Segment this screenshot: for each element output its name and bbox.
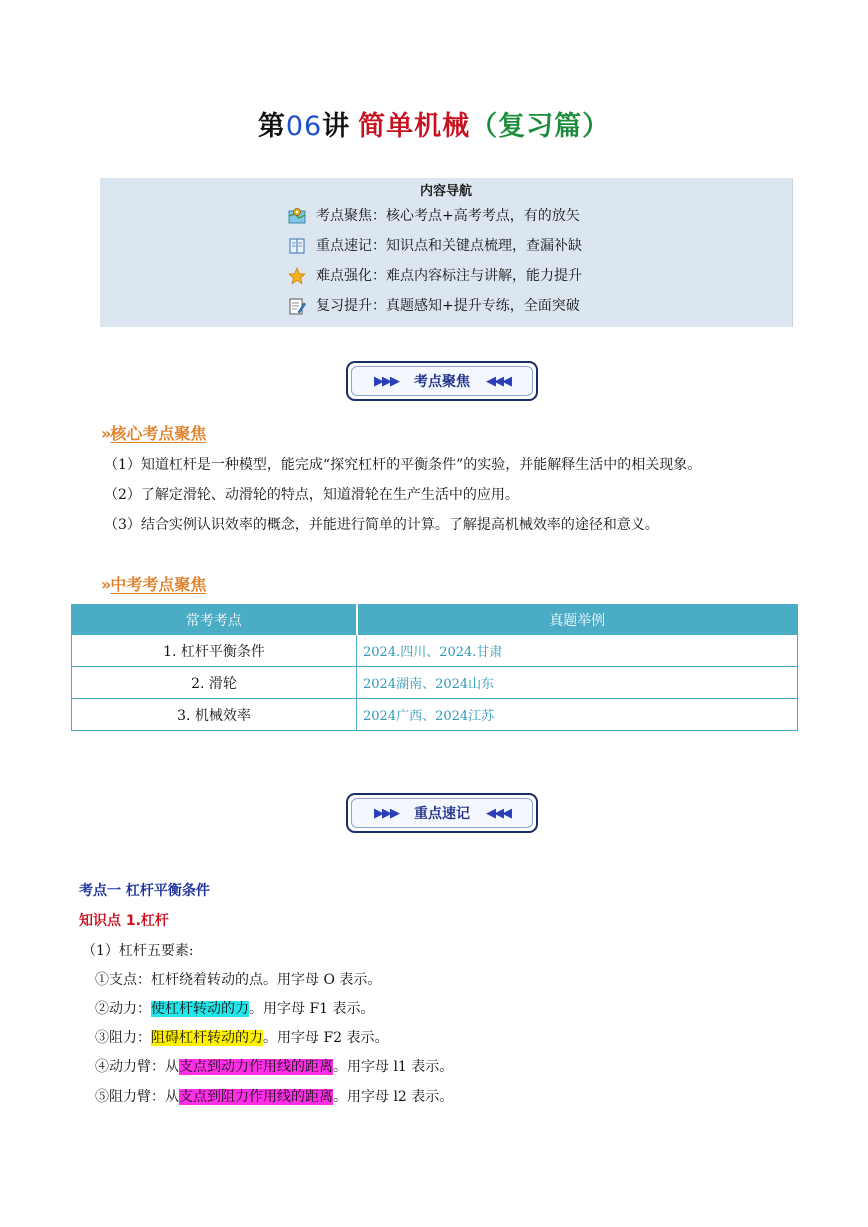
map-pin-icon xyxy=(288,207,306,225)
table-cell-example: 2024湖南、2024山东 xyxy=(357,667,798,699)
nav-title: 内容导航 xyxy=(419,184,472,199)
list-item: （3）结合实例认识效率的概念，并能进行简单的计算。了解提高机械效率的途径和意义。 xyxy=(104,517,659,533)
nav-item xyxy=(288,295,580,317)
content-navigation xyxy=(100,178,793,327)
banner-label: 重点速记 xyxy=(414,806,470,822)
nav-item-label: 重点速记： xyxy=(316,238,386,254)
title-number: 06 xyxy=(285,111,323,142)
section-banner xyxy=(346,361,538,401)
list-item xyxy=(95,1057,453,1077)
title-part: 第 xyxy=(257,111,286,142)
nav-item-text: 知识点和关键点梳理，查漏补缺 xyxy=(386,238,582,254)
item-prefix: ⑤阻力臂：从 xyxy=(95,1089,179,1105)
highlighted-text: 支点到动力作用线的距离 xyxy=(179,1059,333,1075)
item-text: 杠杆绕着转动的点。用字母 O 表示。 xyxy=(151,972,382,988)
item-text: 。用字母 l1 表示。 xyxy=(333,1059,454,1075)
intro-text: （1）杠杆五要素: xyxy=(82,943,194,959)
section-heading-text: 核心考点聚焦 xyxy=(110,424,207,443)
nav-item-text: 难点内容标注与讲解，能力提升 xyxy=(386,268,582,284)
book-icon xyxy=(288,237,306,255)
knowledge-heading: 知识点 1.杠杆 xyxy=(79,913,169,929)
highlighted-text: 阻碍杠杆转动的力 xyxy=(151,1030,263,1046)
item-prefix: ②动力： xyxy=(95,1001,151,1017)
double-chevron-icon: » xyxy=(101,575,109,594)
item-text: 。用字母 l2 表示。 xyxy=(333,1089,454,1105)
topic-heading: 考点一 杠杆平衡条件 xyxy=(79,883,210,899)
item-text: 。用字母 F2 表示。 xyxy=(263,1030,389,1046)
list-item xyxy=(95,1087,453,1107)
arrow-left-icon: ◀◀◀ xyxy=(486,373,510,389)
double-chevron-icon: » xyxy=(101,424,109,443)
nav-item xyxy=(288,235,582,257)
nav-item-label: 考点聚焦： xyxy=(316,208,386,224)
edit-note-icon xyxy=(288,297,306,315)
title-subject: 简单机械 xyxy=(358,111,471,142)
highlighted-text: 支点到阻力作用线的距离 xyxy=(179,1089,333,1105)
nav-item xyxy=(288,205,580,227)
table-cell-topic: 2. 滑轮 xyxy=(72,667,357,699)
section-heading xyxy=(101,421,206,444)
arrow-right-icon: ▶▶▶ xyxy=(374,805,398,821)
section-banner xyxy=(346,793,538,833)
nav-item-text: 核心考点+高考考点，有的放矢 xyxy=(386,208,580,224)
arrow-right-icon: ▶▶▶ xyxy=(374,373,398,389)
table-cell-topic: 3. 机械效率 xyxy=(72,699,357,731)
table-header: 真题举例 xyxy=(357,605,798,635)
table-header: 常考考点 xyxy=(72,605,357,635)
item-text: 。用字母 F1 表示。 xyxy=(249,1001,375,1017)
table-header-row xyxy=(72,605,798,635)
list-item: （2）了解定滑轮、动滑轮的特点，知道滑轮在生产生活中的应用。 xyxy=(104,487,519,503)
item-prefix: ①支点： xyxy=(95,972,151,988)
list-item: （1）知道杠杆是一种模型，能完成“探究杠杆的平衡条件”的实验，并能解释生活中的相关现象。 xyxy=(104,457,702,473)
table-cell-example: 2024广西、2024江苏 xyxy=(357,699,798,731)
item-prefix: ④动力臂：从 xyxy=(95,1059,179,1075)
star-icon xyxy=(288,267,306,285)
nav-item-text: 真题感知+提升专练，全面突破 xyxy=(386,298,580,314)
list-item xyxy=(95,1028,389,1048)
nav-item-label: 复习提升： xyxy=(316,298,386,314)
table-cell-topic: 1. 杠杆平衡条件 xyxy=(72,635,357,667)
arrow-left-icon: ◀◀◀ xyxy=(486,805,510,821)
title-part: 讲 xyxy=(322,111,351,142)
section-heading xyxy=(101,572,206,595)
nav-item xyxy=(288,265,582,287)
list-item xyxy=(95,999,375,1019)
table-cell-example: 2024.四川、2024.甘肃 xyxy=(357,635,798,667)
page-title xyxy=(0,104,868,143)
exam-points-table xyxy=(71,604,798,731)
table-row xyxy=(72,667,798,699)
table-row xyxy=(72,699,798,731)
title-suffix: （复习篇） xyxy=(470,111,611,142)
banner-label: 考点聚焦 xyxy=(414,374,470,390)
item-prefix: ③阻力： xyxy=(95,1030,151,1046)
section-heading-text: 中考考点聚焦 xyxy=(110,575,207,594)
table-row xyxy=(72,635,798,667)
nav-item-label: 难点强化： xyxy=(316,268,386,284)
list-item xyxy=(95,970,381,990)
highlighted-text: 使杠杆转动的力 xyxy=(151,1001,249,1017)
